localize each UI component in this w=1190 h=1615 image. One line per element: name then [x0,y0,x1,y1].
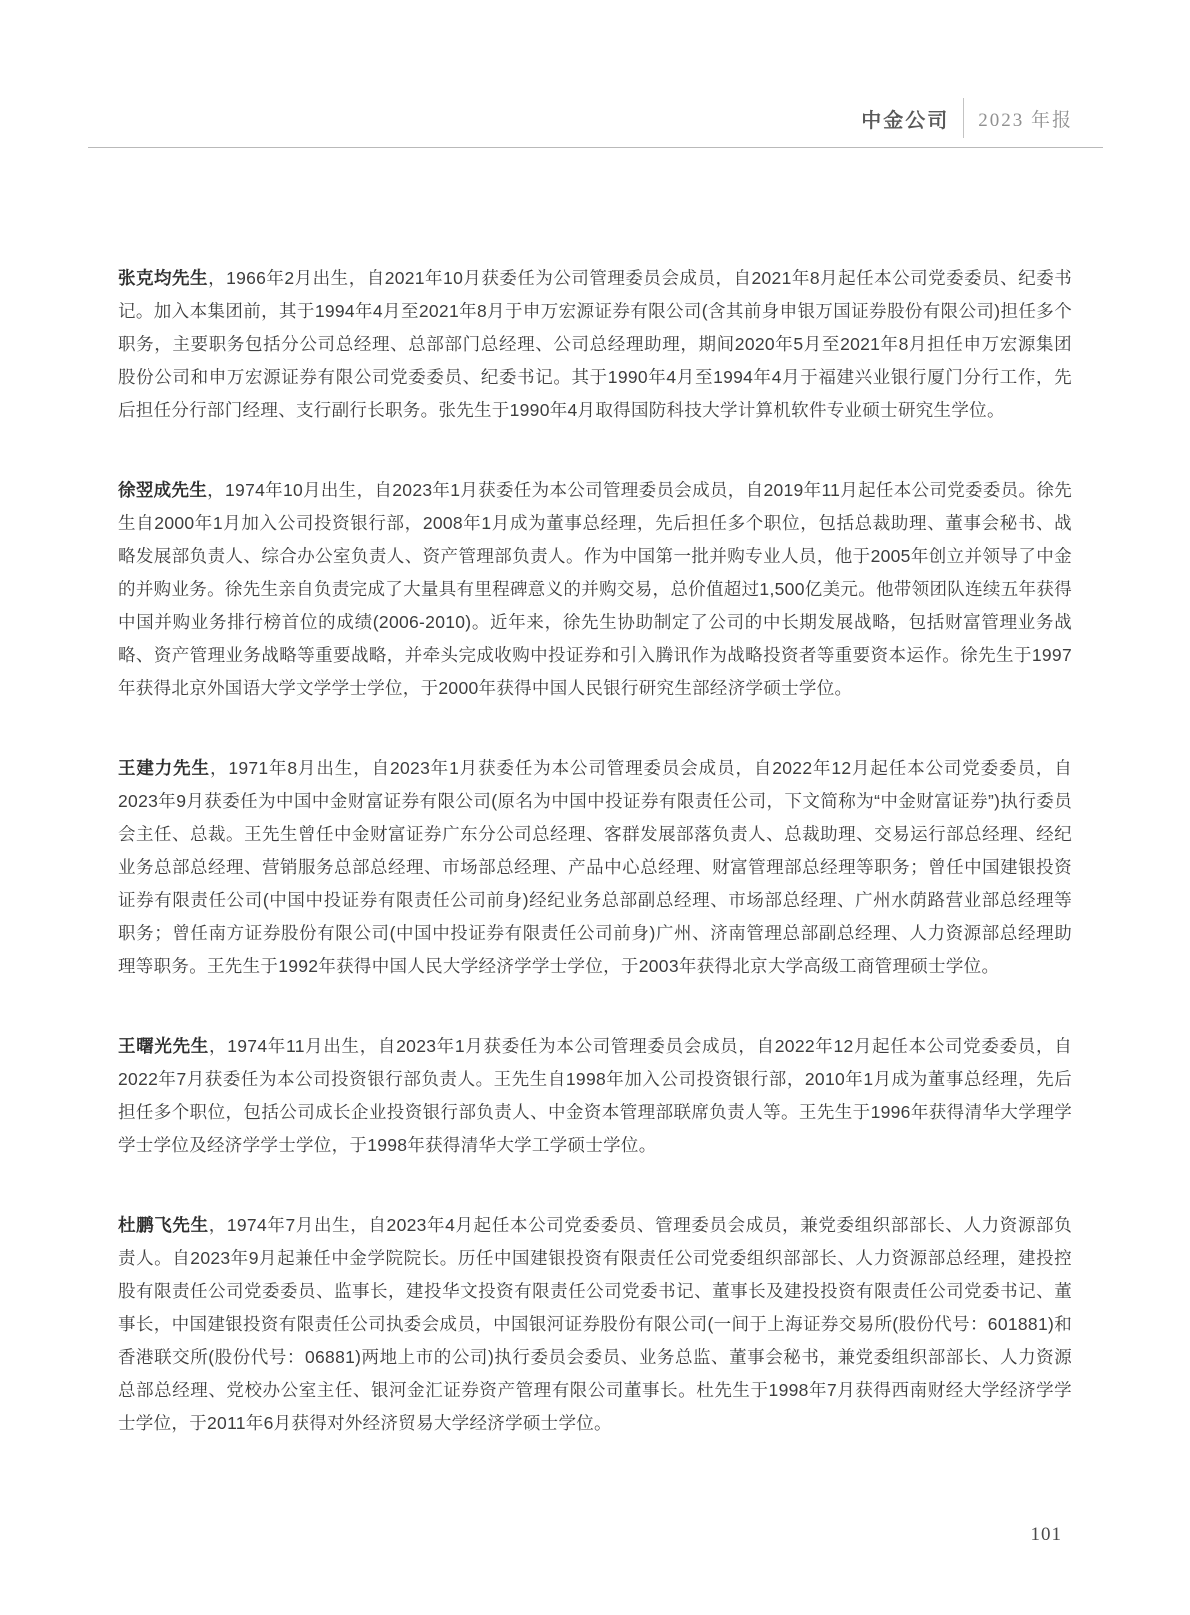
bio-name: 王建力先生 [118,758,210,778]
page-number: 101 [1030,1524,1062,1545]
header-divider [963,98,964,138]
page-header [88,96,1103,148]
bio-text: ，1966年2月出生，自2021年10月获委任为公司管理委员会成员，自2021年8月起任本公司党委委员、纪委书记。加入本集团前，其于1994年4月至2021年8月于申万宏源证券有限公司(含其前身申银万国证券股份有限公司)担任多个职务，主要职务包括分公司总经理、总部部门总经理、公司总经理助理，期间2020年5月至2021年8月担任申万宏源集团股份公司和申万宏源证券有限公司党委委员、纪委书记。其于1990年4月至1994年4月于福建兴业银行厦门分行工作，先后担任分行部门经理、支行副行长职务。张先生于1990年4月取得国防科技大学计算机软件专业硕士研究生学位。 [118,268,1072,420]
company-name: 中金公司 [861,109,950,132]
bio-paragraph-zhangkejun [118,262,1072,427]
report-title: 2023 年报 [978,109,1073,131]
bio-text: ，1974年10月出生，自2023年1月获委任为本公司管理委员会成员，自2019年11月起任本公司党委委员。徐先生自2000年1月加入公司投资银行部，2008年1月成为董事总经理，先后担任多个职位，包括总裁助理、董事会秘书、战略发展部负责人、综合办公室负责人、资产管理部负责人。作为中国第一批并购专业人员，他于2005年创立并领导了中金的并购业务。徐先生亲自负责完成了大量具有里程碑意义的并购交易，总价值超过1,500亿美元。他带领团队连续五年获得中国并购业务排行榜首位的成绩(2006-2010)。近年来，徐先生协助制定了公司的中长期发展战略，包括财富管理业务战略、资产管理业务战略等重要战略，并牵头完成收购中投证券和引入腾讯作为战略投资者等重要资本运作。徐先生于1997年获得北京外国语大学文学学士学位，于2000年获得中国人民银行研究生部经济学硕士学位。 [118,480,1073,698]
bio-paragraph-wangshuguang [118,1030,1072,1162]
bio-paragraph-dupengfei [118,1209,1072,1440]
bio-text: ，1971年8月出生，自2023年1月获委任为本公司管理委员会成员，自2022年12月起任本公司党委委员，自2023年9月获委任为中国中金财富证券有限公司(原名为中国中投证券有限责任公司，下文简称为“中金财富证券”)执行委员会主任、总裁。王先生曾任中金财富证券广东分公司总经理、客群发展部落负责人、总裁助理、交易运行部总经理、经纪业务总部总经理、营销服务总部总经理、市场部总经理、产品中心总经理、财富管理部总经理等职务；曾任中国建银投资证券有限责任公司(中国中投证券有限责任公司前身)经纪业务总部副总经理、市场部总经理、广州水荫路营业部总经理等职务；曾任南方证券股份有限公司(中国中投证券有限责任公司前身)广州、济南管理总部副总经理、人力资源部总经理助理等职务。王先生于1992年获得中国人民大学经济学学士学位，于2003年获得北京大学高级工商管理硕士学位。 [118,758,1073,976]
header-brand [861,98,1073,138]
bio-text: ，1974年7月出生，自2023年4月起任本公司党委委员、管理委员会成员，兼党委组织部部长、人力资源部负责人。自2023年9月起兼任中金学院院长。历任中国建银投资有限责任公司党委组织部部长、人力资源部总经理，建投控股有限责任公司党委委员、监事长，建投华文投资有限责任公司党委书记、董事长及建投投资有限责任公司党委书记、董事长，中国建银投资有限责任公司执委会成员，中国银河证券股份有限公司(一间于上海证券交易所(股份代号：601881)和香港联交所(股份代号：06881)两地上市的公司)执行委员会委员、业务总监、董事会秘书，兼党委组织部部长、人力资源总部总经理、党校办公室主任、银河金汇证券资产管理有限公司董事长。杜先生于1998年7月获得西南财经大学经济学学士学位，于2011年6月获得对外经济贸易大学经济学硕士学位。 [118,1215,1072,1433]
bio-name: 王曙光先生 [118,1036,210,1056]
bio-name: 徐翌成先生 [118,480,208,500]
bio-paragraph-wangjianli [118,752,1072,983]
bio-name: 张克均先生 [118,268,209,288]
bio-name: 杜鹏飞先生 [118,1215,209,1235]
bio-paragraph-xuyicheng [118,474,1072,705]
bio-text: ，1974年11月出生，自2023年1月获委任为本公司管理委员会成员，自2022年12月起任本公司党委委员，自2022年7月获委任为本公司投资银行部负责人。王先生自1998年加入公司投资银行部，2010年1月成为董事总经理，先后担任多个职位，包括公司成长企业投资银行部负责人、中金资本管理部联席负责人等。王先生于1996年获得清华大学理学学士学位及经济学学士学位，于1998年获得清华大学工学硕士学位。 [118,1036,1072,1155]
bio-content [118,262,1072,1440]
